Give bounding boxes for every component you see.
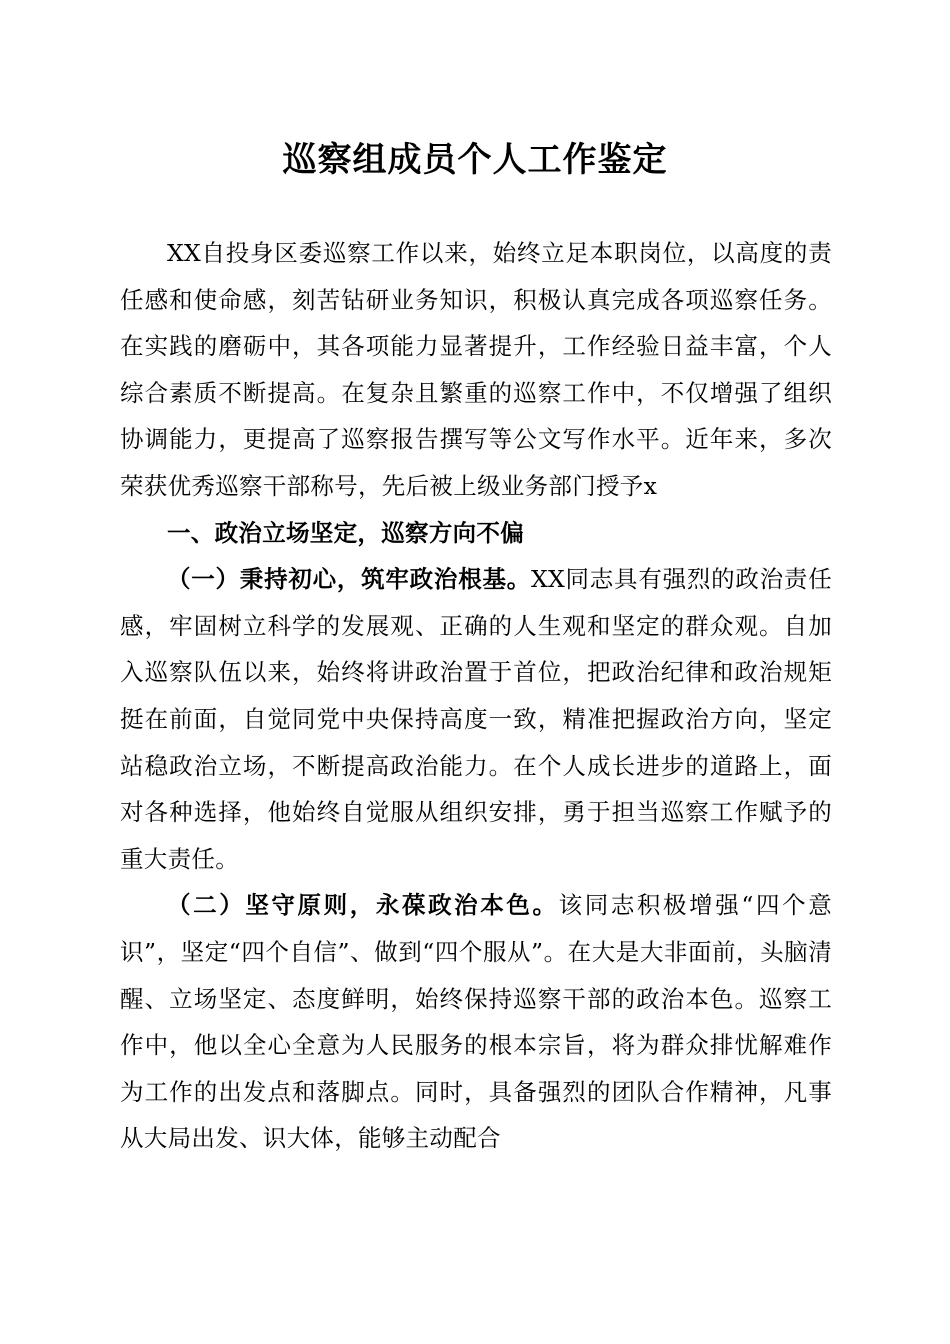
- item-text-2: 该同志积极增强“四个意识”，坚定“四个自信”、做到“四个服从”。在大是大非面前，头脑清醒、立场坚定、态度鲜明，始终保持巡察干部的政治本色。巡察工作中，他以全心全意为人民服务的根本宗旨，将为群众排忧解难作为工作的出发点和落脚点。同时，具备强烈的团队合作精神，凡事从大局出发、识大体，能够主动配合: [120, 891, 832, 1153]
- intro-paragraph: XX自投身区委巡察工作以来，始终立足本职岗位，以高度的责任感和使命感，刻苦钻研业务知识，积极认真完成各项巡察任务。在实践的磨砺中，其各项能力显著提升，工作经验日益丰富，个人综合素质不断提高。在复杂且繁重的巡察工作中，不仅增强了组织协调能力，更提高了巡察报告撰写等公文写作水平。近年来，多次荣获优秀巡察干部称号，先后被上级业务部门授予x: [120, 239, 832, 500]
- item-lead-1: （一）秉持初心，筑牢政治根基。: [167, 565, 531, 594]
- document-title: 巡察组成员个人工作鉴定: [282, 140, 668, 180]
- item-paragraph-2: [120, 882, 832, 1162]
- section-heading: 一、政治立场坚定，巡察方向不偏: [167, 518, 524, 547]
- item-lead-2: （二）坚守原则，永葆政治本色。: [167, 891, 559, 920]
- item-paragraph-1: [120, 556, 832, 882]
- item-text-1: XX同志具有强烈的政治责任感，牢固树立科学的发展观、正确的人生观和坚定的群众观。自加入巡察队伍以来，始终将讲政治置于首位，把政治纪律和政治规矩挺在前面，自觉同党中央保持高度一致，精准把握政治方向，坚定站稳政治立场，不断提高政治能力。在个人成长进步的道路上，面对各种选择，他始终自觉服从组织安排，勇于担当巡察工作赋予的重大责任。: [120, 565, 832, 873]
- document-body: [120, 230, 832, 1162]
